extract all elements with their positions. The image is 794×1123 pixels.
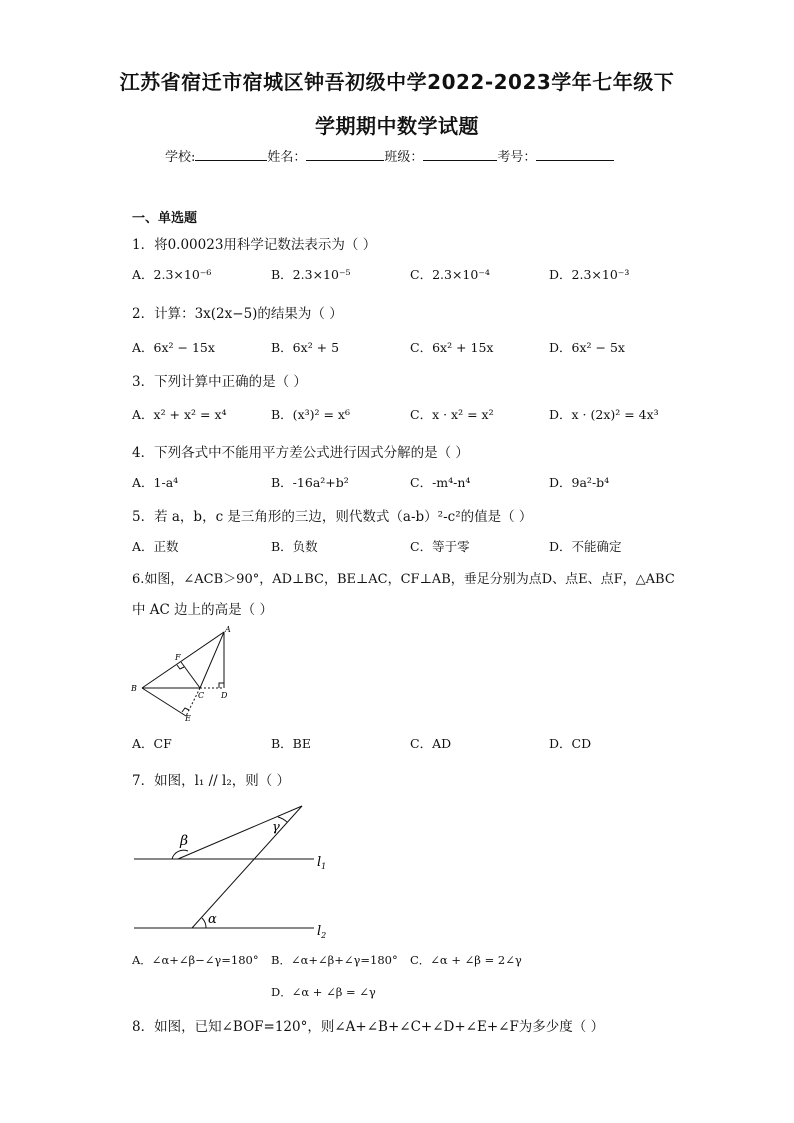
- figure-7-label-gamma: γ: [272, 820, 280, 835]
- figure-7-label-l1: $l_1$: [317, 855, 327, 871]
- question-6-option-b: B．BE: [271, 736, 311, 751]
- question-1-stem: 1．将0.00023用科学记数法表示为（ ）: [132, 237, 377, 253]
- question-3-option-a: A．x² + x² = x⁴: [132, 407, 227, 422]
- question-4-option-d: D．9a²-b⁴: [549, 475, 610, 490]
- question-3-stem: 3．下列计算中正确的是（ ）: [132, 374, 307, 390]
- school-label: 学校:: [165, 150, 196, 165]
- question-1-option-b: B．2.3×10⁻⁵: [271, 267, 351, 282]
- exam-number-blank[interactable]: [536, 147, 614, 161]
- question-3-option-c: C．x · x² = x²: [410, 407, 494, 422]
- name-label: 姓名：: [267, 150, 307, 165]
- figure-6-label-d: D: [221, 691, 228, 700]
- figure-6-label-a: A: [225, 625, 231, 634]
- question-2-option-d: D．6x² − 5x: [549, 340, 625, 355]
- figure-6-label-c: C: [198, 691, 205, 700]
- figure-7-parallel-lines: [128, 796, 348, 946]
- question-7-option-b: B．∠α+∠β+∠γ=180°: [271, 953, 398, 967]
- question-6-stem: 6.如图，∠ACB＞90°，AD⊥BC，BE⊥AC，CF⊥AB，垂足分别为点D、点E、点F，△ABC: [132, 572, 675, 587]
- question-5-stem: 5．若 a，b，c 是三角形的三边，则代数式（a-b）²-c²的值是（ ）: [132, 509, 533, 525]
- question-5-option-a: A．正数: [132, 539, 179, 554]
- question-4-stem: 4．下列各式中不能用平方差公式进行因式分解的是（ ）: [132, 445, 469, 461]
- question-7-option-d: D．∠α + ∠β = ∠γ: [271, 985, 376, 999]
- question-8-stem: 8．如图，已知∠BOF=120°，则∠A+∠B+∠C+∠D+∠E+∠F为多少度（ ）: [132, 1019, 605, 1035]
- question-4-option-a: A．1-a⁴: [132, 475, 179, 490]
- question-6-stem-continued: 中 AC 边上的高是（ ）: [132, 602, 273, 618]
- student-info-line: [165, 146, 614, 165]
- question-6-option-c: C．AD: [410, 736, 452, 751]
- figure-7-label-l2: $l_2$: [317, 924, 327, 940]
- figure-6-label-b: B: [131, 684, 137, 693]
- school-blank[interactable]: [195, 147, 267, 161]
- figure-7-label-beta: β: [180, 833, 189, 849]
- question-7-stem: 7．如图，l₁ // l₂，则（ ）: [132, 773, 291, 789]
- question-1-option-a: A．2.3×10⁻⁶: [132, 267, 212, 282]
- question-2-option-c: C．6x² + 15x: [410, 340, 494, 355]
- question-2-option-a: A．6x² − 15x: [132, 340, 215, 355]
- question-5-option-c: C．等于零: [410, 539, 470, 554]
- question-1-option-d: D．2.3×10⁻³: [549, 267, 630, 282]
- question-1-option-c: C．2.3×10⁻⁴: [410, 267, 490, 282]
- question-6-option-a: A．CF: [132, 736, 172, 751]
- class-label: 班级：: [384, 150, 424, 165]
- section-heading: 一、单选题: [132, 211, 198, 226]
- question-3-option-b: B．(x³)² = x⁶: [271, 407, 350, 422]
- exam-number-label: 考号：: [497, 150, 537, 165]
- name-blank[interactable]: [306, 147, 384, 161]
- figure-6-label-e: E: [185, 714, 191, 722]
- question-2-option-b: B．6x² + 5: [271, 340, 340, 355]
- question-5-option-b: B．负数: [271, 539, 318, 554]
- figure-7-label-alpha: α: [208, 912, 217, 927]
- class-blank[interactable]: [423, 147, 497, 161]
- question-4-option-b: B．-16a²+b²: [271, 475, 349, 490]
- question-3-option-d: D．x · (2x)² = 4x³: [549, 407, 659, 422]
- page-title-line1: 江苏省宿迁市宿城区钟吾初级中学2022-2023学年七年级下: [119, 70, 675, 94]
- figure-6-triangle: [128, 622, 238, 722]
- figure-6-label-f: F: [175, 653, 181, 662]
- question-4-option-c: C．-m⁴-n⁴: [410, 475, 471, 490]
- question-5-option-d: D．不能确定: [549, 539, 622, 554]
- question-2-stem: 2．计算：3x(2x−5)的结果为（ ）: [132, 306, 343, 322]
- page-title-line2: 学期期中数学试题: [315, 114, 479, 138]
- question-7-option-a: A．∠α+∠β−∠γ=180°: [132, 953, 259, 967]
- question-7-option-c: C．∠α + ∠β = 2∠γ: [410, 953, 522, 967]
- question-6-option-d: D．CD: [549, 736, 592, 751]
